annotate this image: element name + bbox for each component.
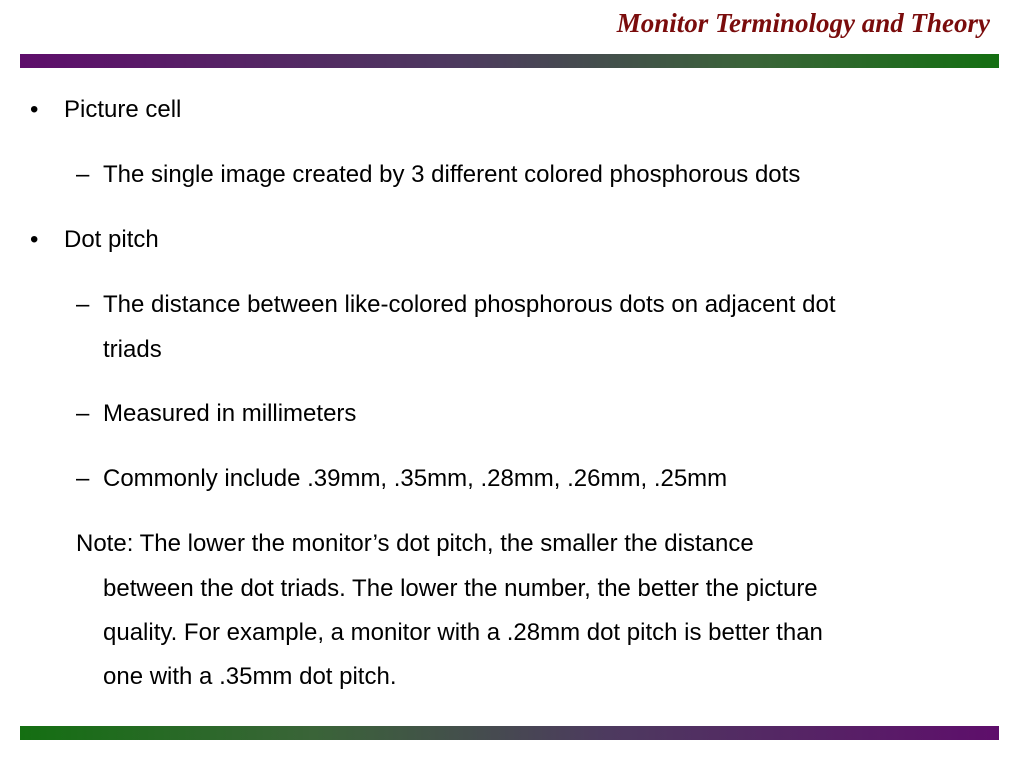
sub-item-common-sizes: Commonly include .39mm, .35mm, .28mm, .26mm, .25mm [103, 465, 728, 492]
bullet-picture-cell: Picture cell [64, 96, 182, 123]
dash-icon: – [76, 400, 90, 427]
slide-title: Monitor Terminology and Theory [616, 8, 990, 38]
sub-item-dot-pitch-definition-line1: The distance between like-colored phosphorous dots on adjacent dot [103, 291, 836, 318]
dash-icon: – [76, 465, 90, 492]
bottom-divider-bar [20, 726, 999, 740]
bullet-dot-pitch: Dot pitch [64, 226, 159, 253]
dash-icon: – [76, 161, 90, 188]
note-line-1: Note: The lower the monitor’s dot pitch, the smaller the distance [76, 530, 754, 557]
bullet-icon: • [30, 226, 39, 253]
sub-item-measured-in: Measured in millimeters [103, 400, 357, 427]
sub-item-dot-pitch-definition-line2: triads [103, 336, 162, 363]
bullet-icon: • [30, 96, 39, 123]
sub-item-picture-cell-definition: The single image created by 3 different colored phosphorous dots [103, 161, 801, 188]
note-line-4: one with a .35mm dot pitch. [103, 663, 397, 690]
dash-icon: – [76, 291, 90, 318]
note-line-3: quality. For example, a monitor with a .28mm dot pitch is better than [103, 619, 823, 646]
note-line-2: between the dot triads. The lower the number, the better the picture [103, 575, 818, 602]
